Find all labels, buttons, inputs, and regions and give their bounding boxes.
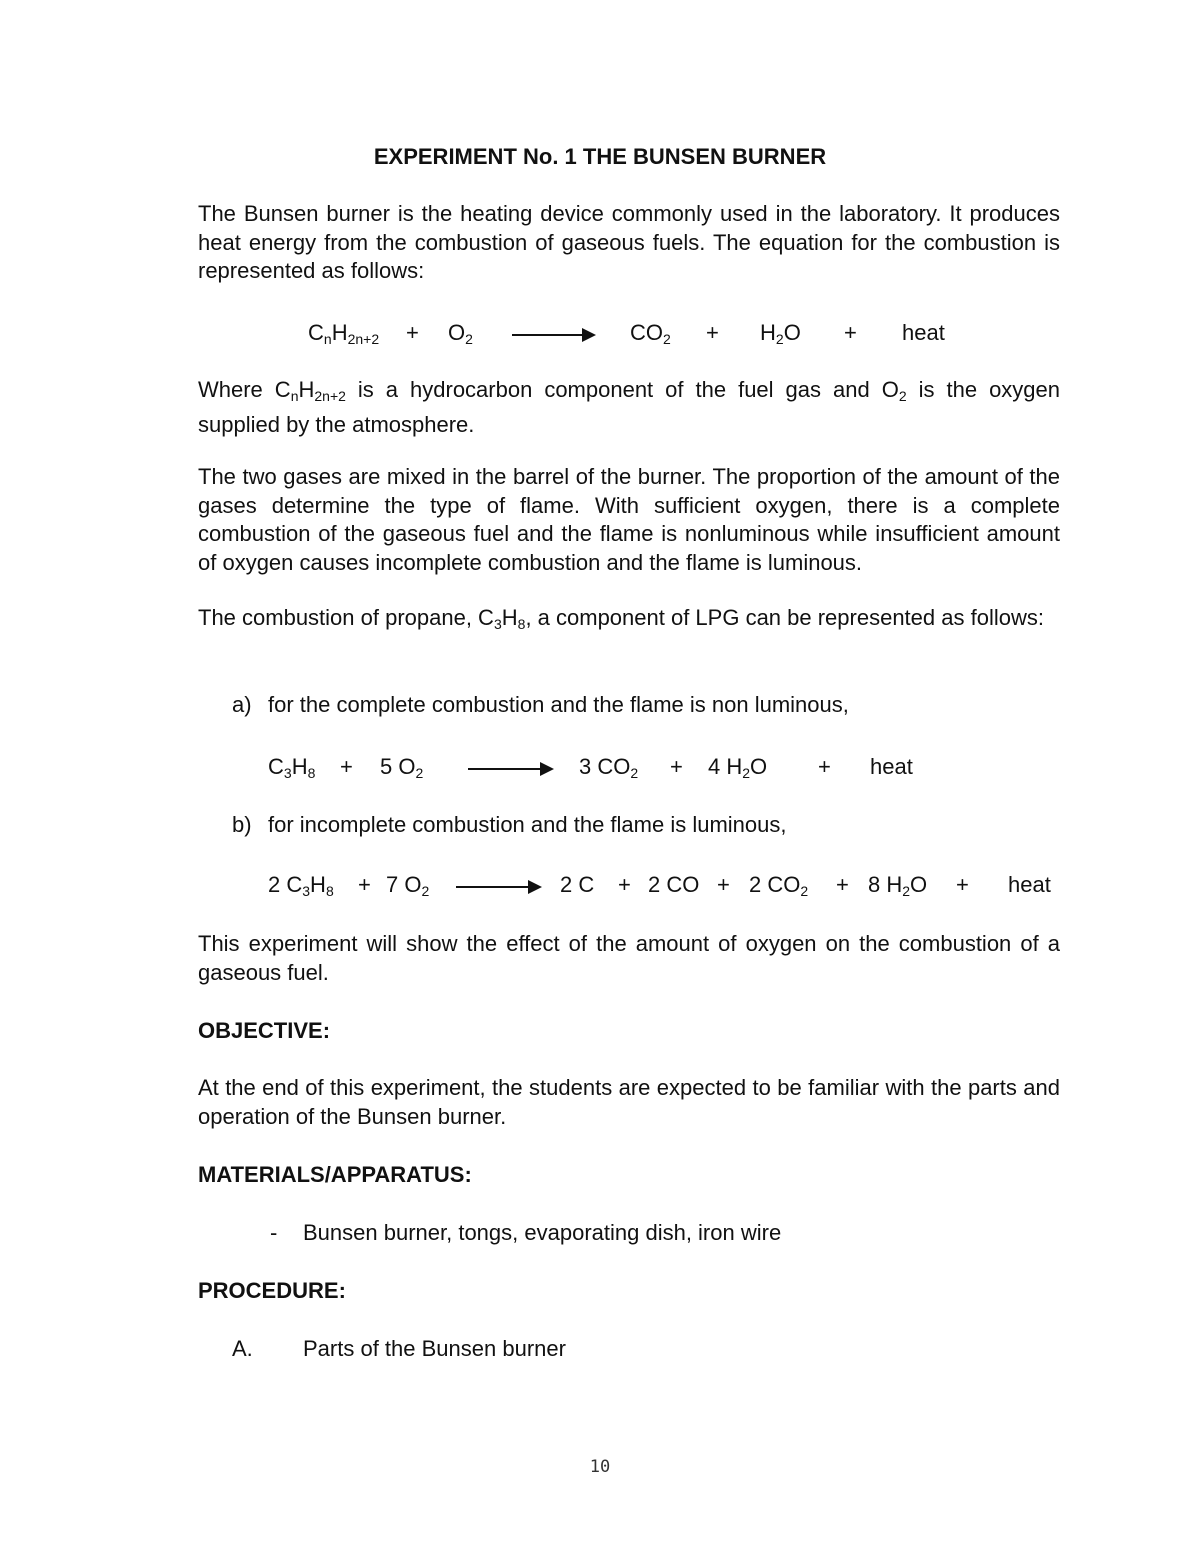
materials-dash: - bbox=[270, 1220, 278, 1245]
item-b-label: b) bbox=[232, 812, 252, 837]
eq3-arrow bbox=[456, 886, 540, 888]
eq1-arrow bbox=[512, 334, 594, 336]
eq1-reactant-hydrocarbon: $C_nH_{2n+2}$ bbox=[308, 320, 380, 347]
propane-paragraph: The combustion of propane, $C_3H_8$, a component of LPG can be represented as follows: bbox=[198, 605, 1044, 632]
intro-paragraph: The Bunsen burner is the heating device commonly used in the laboratory. It produces heat energy from the combustion of gaseous fuels. The equation for the combustion is represented as follows: bbox=[198, 201, 1060, 283]
eq1-product-co2: $CO_2$ bbox=[630, 320, 671, 347]
materials-list: Bunsen burner, tongs, evaporating dish, iron wire bbox=[303, 1220, 782, 1245]
eq1-product-water: $H_2O$ bbox=[760, 320, 801, 347]
eq3-heat: heat bbox=[1008, 872, 1051, 897]
mixing-paragraph: The two gases are mixed in the barrel of the burner. The proportion of the amount of the gases determine the type of flame. With sufficient oxygen, there is a complete combustion of the gaseous fuel and the flame is nonluminous while insufficient amount of oxygen causes incomplete combustion and the flame is luminous. bbox=[198, 464, 1060, 575]
procedure-item-label: A. bbox=[232, 1336, 253, 1361]
eq3-reactant-oxygen: 7 $O_2$ bbox=[386, 872, 430, 899]
eq1-reactant-oxygen: $O_2$ bbox=[448, 320, 473, 347]
eq1-plus: + bbox=[844, 320, 857, 345]
objective-paragraph: At the end of this experiment, the students are expected to be familiar with the parts and operation of the Bunsen burner. bbox=[198, 1075, 1060, 1129]
eq1-heat: heat bbox=[902, 320, 945, 345]
eq2-reactant-oxygen: 5 $O_2$ bbox=[380, 754, 424, 781]
eq2-plus: + bbox=[670, 754, 683, 779]
eq1-plus: + bbox=[406, 320, 419, 345]
item-a-text: for the complete combustion and the flame is non luminous, bbox=[268, 692, 849, 717]
effect-paragraph: This experiment will show the effect of the amount of oxygen on the combustion of a gaseous fuel. bbox=[198, 931, 1060, 985]
procedure-heading: PROCEDURE: bbox=[198, 1278, 346, 1303]
item-a-label: a) bbox=[232, 692, 252, 717]
eq2-reactant-propane: $C_3H_8$ bbox=[268, 754, 316, 781]
objective-heading: OBJECTIVE: bbox=[198, 1018, 331, 1043]
eq3-product-co: 2 CO bbox=[648, 872, 700, 897]
eq3-plus: + bbox=[717, 872, 730, 897]
eq3-product-carbon: 2 C bbox=[560, 872, 595, 897]
eq2-product-water: 4 $H_2O$ bbox=[708, 754, 768, 781]
eq3-plus: + bbox=[358, 872, 371, 897]
where-paragraph: Where $C_nH_{2n+2}$ is a hydrocarbon component of the fuel gas and $O_2$ is the oxygen supplied by the atmosphere. bbox=[198, 377, 1061, 437]
procedure-item-text: Parts of the Bunsen burner bbox=[303, 1336, 566, 1361]
eq2-plus: + bbox=[340, 754, 353, 779]
eq3-reactant-propane: 2 $C_3H_8$ bbox=[268, 872, 334, 899]
eq2-product-co2: 3 $CO_2$ bbox=[579, 754, 639, 781]
eq3-product-water: 8 $H_2O$ bbox=[868, 872, 928, 899]
page-number: 10 bbox=[589, 1457, 611, 1477]
eq2-plus: + bbox=[818, 754, 831, 779]
eq3-plus: + bbox=[836, 872, 849, 897]
eq3-plus: + bbox=[618, 872, 631, 897]
item-b-text: for incomplete combustion and the flame is luminous, bbox=[268, 812, 787, 837]
eq1-plus: + bbox=[706, 320, 719, 345]
page-title: EXPERIMENT No. 1 THE BUNSEN BURNER bbox=[373, 144, 827, 169]
eq2-heat: heat bbox=[870, 754, 913, 779]
eq3-plus: + bbox=[956, 872, 969, 897]
materials-heading: MATERIALS/APPARATUS: bbox=[198, 1162, 472, 1187]
eq3-product-co2: 2 $CO_2$ bbox=[749, 872, 809, 899]
eq2-arrow bbox=[468, 768, 552, 770]
